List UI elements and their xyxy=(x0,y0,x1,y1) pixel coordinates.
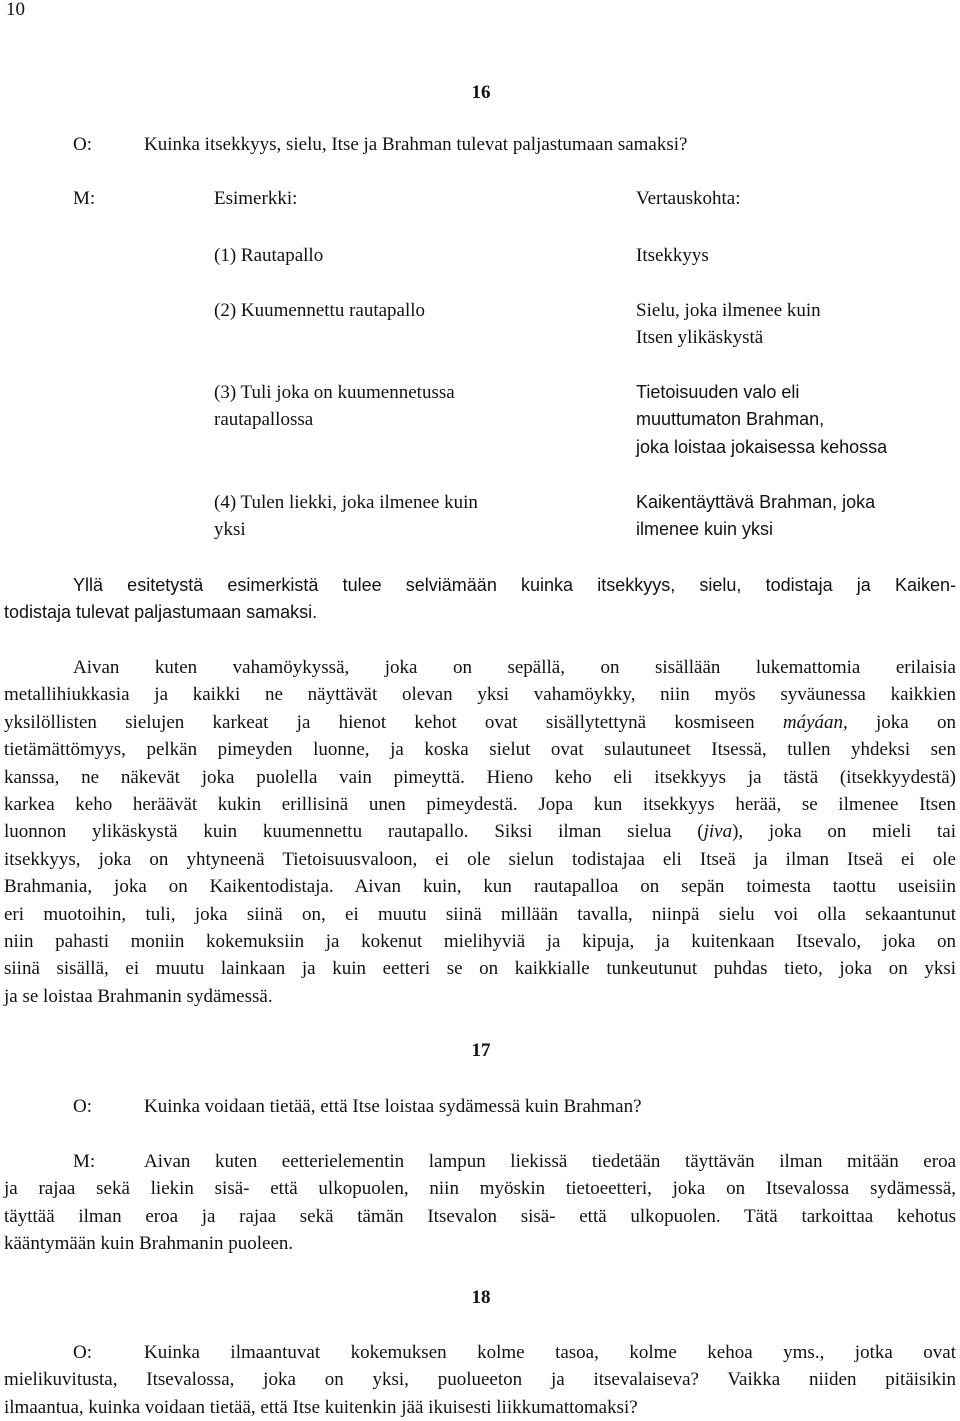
body-line: metallihiukkasia ja kaikki ne näyttävät olevan yksi vahamöykky, niin myös syväunessa kaikkien xyxy=(4,684,956,706)
table-row-3-right: Tietoisuuden valo eli muuttumaton Brahman, joka loistaa jokaisessa kehossa xyxy=(636,382,888,457)
question-16 xyxy=(73,131,953,158)
table-header-example: Esimerkki: xyxy=(214,188,298,209)
summary-paragraph-16 xyxy=(4,572,956,627)
table-row-1-right: Itsekkyys xyxy=(636,245,709,266)
table-row-2-left: (2) Kuumennettu rautapallo xyxy=(214,300,426,321)
section-number-17: 17 xyxy=(471,1040,491,1061)
body-line: niin pahasti moniin kokemuksiin ja kokenut mielihyviä ja kipuja, ja kuitenkaan Itsevalo, joka on xyxy=(4,930,956,952)
answer-line: kääntymään kuin Brahmanin puoleen. xyxy=(4,1233,294,1255)
answer-label: M: xyxy=(73,1151,96,1172)
body-line: yksilöllisten sielujen karkeat ja hienot kehot ovat sisällytettynä kosmiseen máyáan, joka on xyxy=(4,711,957,733)
question-label: O: xyxy=(73,134,92,155)
question-17 xyxy=(73,1093,953,1120)
body-line: itsekkyys, joka on yhtyneenä Tietoisuusvaloon, ei ole sielun todistajaa eli Itseä ja ilman Itseä ei ole xyxy=(4,848,956,870)
italic-term-jiva: jiva xyxy=(703,821,733,843)
table-row-2-right: Sielu, joka ilmenee kuin Itsen ylikäskystä xyxy=(636,300,821,349)
table-row-4-left: (4) Tulen liekki, joka ilmenee kuin yksi xyxy=(214,492,478,541)
question-line: mielikuvitusta, Itsevalossa, joka on yksi, puolueeton ja itsevalaiseva? Vaikka niiden pitäisikin xyxy=(4,1369,956,1391)
answer-line: M: Aivan kuten eetterielementin lampun liekissä tiedetään täyttävän ilman mitään eroa xyxy=(4,1148,956,1175)
body-line: karkea keho heräävät kukin erillisinä unen pimeydestä. Jopa kun itsekkyys herää, se ilmenee Itsen xyxy=(4,793,956,815)
answer-line: täyttää ilman eroa ja rajaa sekä tämän Itsevalon sisä- että ulkopuolen. Tätä tarkoittaa kehotus xyxy=(4,1205,956,1227)
answer-line: ja rajaa sekä liekin sisä- että ulkopuolen, niin myöskin tietoeetteri, joka on Itsevalossa sydämessä, xyxy=(4,1178,956,1200)
italic-term-mayaan: máyáan xyxy=(782,711,844,733)
question-label: O: xyxy=(73,1096,92,1117)
body-line: siinä sisällä, ei muutu lainkaan ja kuin eetteri se on kaikkialle tunkeutunut puhdas tieto, joka on yksi xyxy=(4,958,956,980)
body-line: ja se loistaa Brahmanin sydämessä. xyxy=(4,985,273,1007)
page-number: 10 xyxy=(6,0,25,20)
body-line: eri muotoihin, tuli, joka siinä on, ei muutu siinä millään tavalla, niinpä sielu voi olla sekaantunut xyxy=(4,903,956,925)
summary-line: Yllä esitetystä esimerkistä tulee selviämään kuinka itsekkyys, sielu, todistaja ja Kaiken- xyxy=(73,575,956,595)
body-line: Brahmania, joka on Kaikentodistaja. Aivan kuin, kun rautapalloa on sepän toimesta taottu useisiin xyxy=(4,876,956,898)
body-paragraph-16 xyxy=(4,654,956,1010)
table-row-3-left: (3) Tuli joka on kuumennetussa rautapallossa xyxy=(214,382,455,431)
question-text: Kuinka itsekkyys, sielu, Itse ja Brahman tulevat paljastumaan samaksi? xyxy=(144,134,688,155)
table-header-comparison: Vertauskohta: xyxy=(636,188,741,209)
body-line: luonnon ylikäskystä kuin kuumennettu rautapallo. Siksi ilman sielua (jiva), joka on mieli tai xyxy=(4,821,956,843)
question-text: Kuinka voidaan tietää, että Itse loistaa sydämessä kuin Brahman? xyxy=(144,1096,642,1117)
body-line: tietämättömyys, pelkän pimeyden luonne, ja koska sielut ovat sulautuneet Itsessä, tullen yhdeksi sen xyxy=(4,739,956,761)
question-line: O: Kuinka ilmaantuvat kokemuksen kolme tasoa, kolme kehoa yms., jotka ovat xyxy=(4,1339,956,1366)
section-number-18: 18 xyxy=(471,1287,491,1308)
section-number-16: 16 xyxy=(471,82,491,103)
answer-paragraph-17 xyxy=(4,1148,956,1258)
body-line: kanssa, ne näkevät joka puolella vain pimeyttä. Hieno keho eli itsekkyys ja tästä (itsekkyydestä) xyxy=(4,766,956,788)
question-label: O: xyxy=(73,1342,92,1363)
table-row-4-right: Kaikentäyttävä Brahman, joka ilmenee kuin yksi xyxy=(636,492,876,540)
body-line: Aivan kuten vahamöykyssä, joka on sepällä, on sisällään lukemattomia erilaisia xyxy=(73,657,956,678)
question-18 xyxy=(4,1339,956,1421)
answer-label-16: M: xyxy=(73,188,96,209)
question-line: ilmaantua, kuinka voidaan tietää, että Itse kuitenkin jää ikuisesti liikkumattomaksi? xyxy=(4,1396,638,1418)
table-row-1-left: (1) Rautapallo xyxy=(214,245,324,266)
summary-line: todistaja tulevat paljastumaan samaksi. xyxy=(4,602,318,623)
